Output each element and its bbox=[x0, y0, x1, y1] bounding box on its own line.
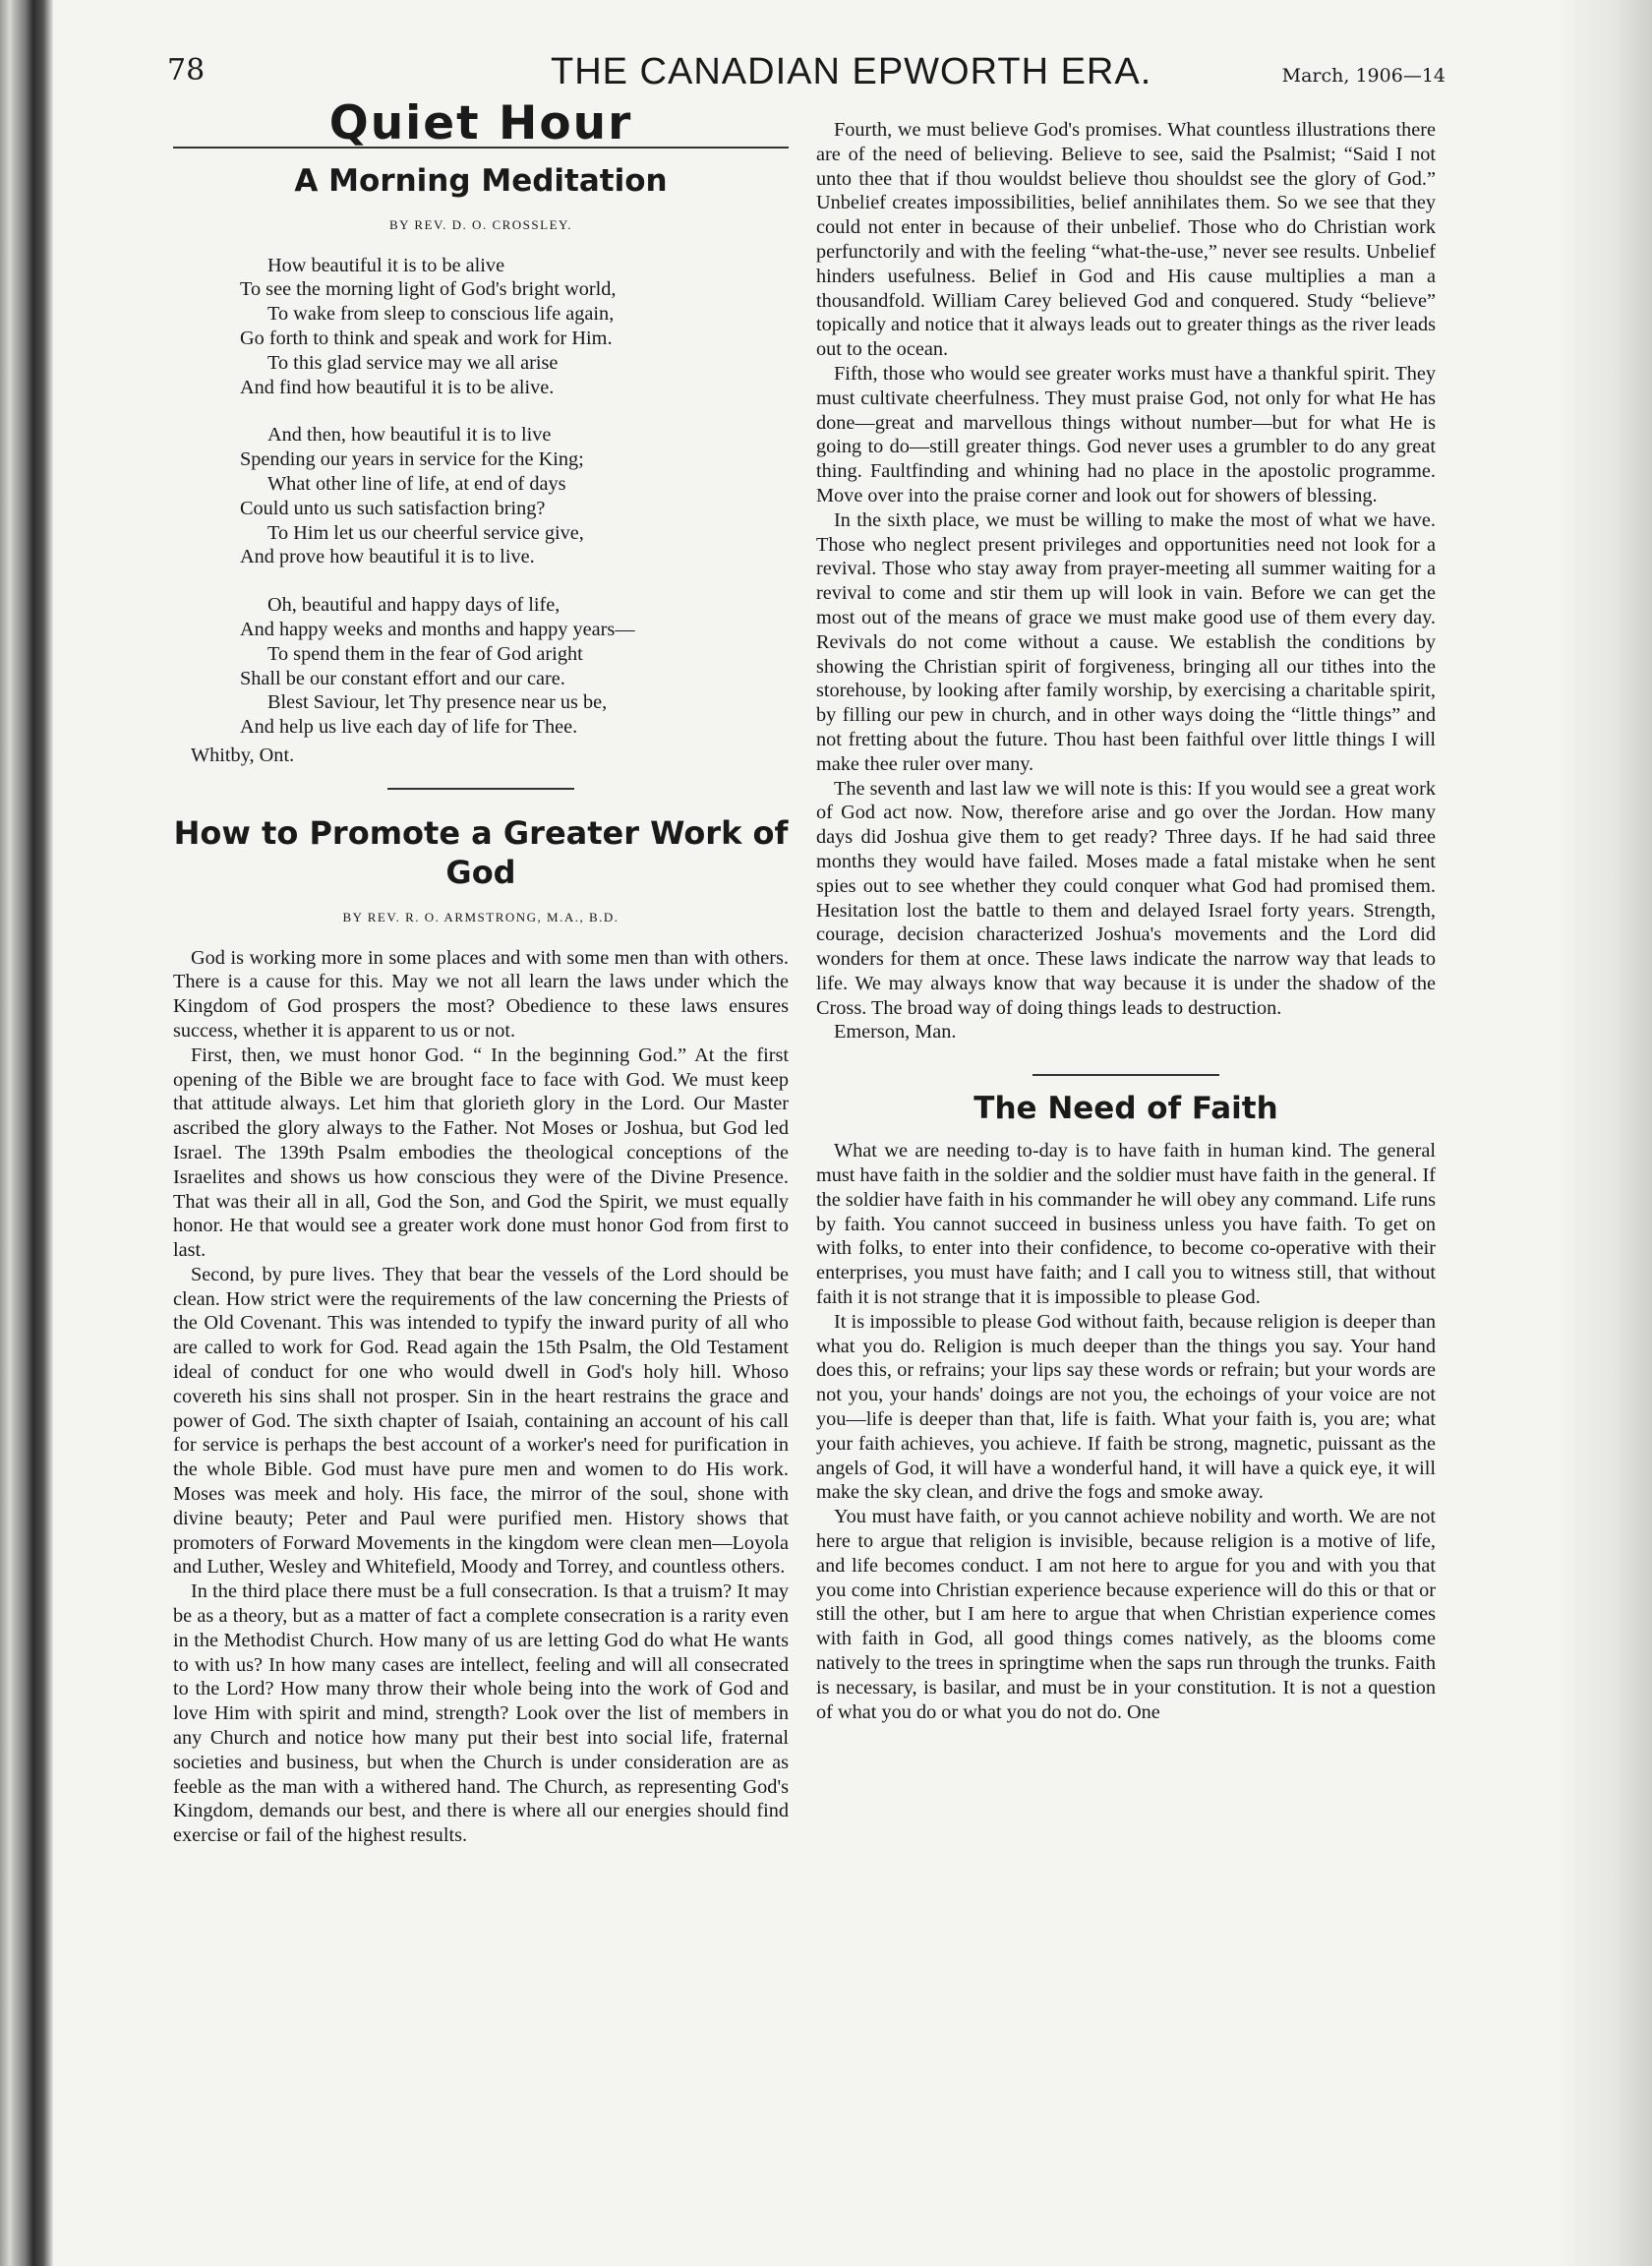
poem-line: Could unto us such satisfaction bring? bbox=[240, 497, 546, 519]
divider-rule bbox=[387, 788, 574, 790]
issue-date: March, 1906—14 bbox=[1281, 65, 1446, 87]
poem-line: Go forth to think and speak and work for Him. bbox=[240, 327, 613, 349]
running-title: THE CANADIAN EPWORTH ERA. bbox=[551, 51, 1152, 92]
poem-line: And find how beautiful it is to be alive. bbox=[240, 376, 555, 398]
article-paragraph: In the sixth place, we must be willing to make the most of what we have. Those who neglect present privileges and opportunities need not look for a revival. Those who stay away from prayer-meeting all summer waiting for a revival to come and stir them up will look in vain. Before we can get the most out of the means of grace we must make good use of them every day. Revivals do not come without a cause. We establish the conditions by showing the Christian spirit of forgiveness, bringing all our tithes into the storehouse, by looking after family worship, by exercising a charitable spirit, by filling our pew in church, and in other ways doing the “little things” and not fretting about the future. Thou hast been faithful over little things I will make thee ruler over many. bbox=[816, 508, 1436, 775]
faith-paragraph: You must have faith, or you cannot achieve nobility and worth. We are not here to argue that religion is invisible, because religion is a motive of life, and life becomes conduct. I am not here to argue for you and with you that you come into Christian experience because experience will do this or that or still the other, but I am here to argue that when Christian experience comes with faith in God, all good things comes natively, as the blooms come natively to the trees in springtime when the saps run through the trunks. Faith is necessary, is basilar, and must be in your constitution. It is not a question of what you do or what you do not do. One bbox=[816, 1506, 1436, 1723]
poem-stanza bbox=[240, 254, 789, 400]
poem-line: To see the morning light of God's bright world, bbox=[240, 278, 617, 301]
section-title: Quiet Hour bbox=[173, 106, 789, 149]
article-paragraph: God is working more in some places and with some men than with others. There is a cause for this. May we not all learn the laws under which the Kingdom of God prospers the most? Obedience to these laws ensures success, whether it is apparent to us or not. bbox=[173, 946, 789, 1042]
poem-line: And help us live each day of life for Thee. bbox=[240, 716, 578, 739]
article-byline: BY REV. R. O. ARMSTRONG, M.A., B.D. bbox=[342, 909, 620, 924]
article-place: Emerson, Man. bbox=[834, 1021, 957, 1044]
poem-line: To spend them in the fear of God aright bbox=[267, 642, 583, 665]
poem-line: To wake from sleep to conscious life again, bbox=[267, 303, 615, 326]
poem-title: A Morning Meditation bbox=[294, 162, 668, 199]
poem-stanza bbox=[240, 593, 789, 740]
book-binding bbox=[0, 0, 53, 2266]
poem-line: Spending our years in service for the King; bbox=[240, 448, 584, 471]
page-number: 78 bbox=[167, 53, 206, 88]
poem-line: And then, how beautiful it is to live bbox=[267, 424, 552, 447]
article-title: How to Promote a Greater Work of God bbox=[173, 813, 789, 891]
article-paragraph: Fourth, we must believe God's promises. What countless illustrations there are of the need of believing. Believe to see, said the Psalmist; “Said I not unto thee that if thou wouldst believe thou shouldst see the glory of God.” Unbelief creates impossibilities, belief annihilates them. So we see that they could not enter in because of their unbelief. Those who do Christian work perfunctorily and with the feeling “what-the-use,” never see results. Unbelief hinders usefulness. Belief in God and His cause multiplies a man a thousandfold. William Carey believed God and conquered. Study “believe” topically and notice that it always leads out to greater things as the river leads out to the ocean. bbox=[816, 119, 1436, 361]
faith-paragraph: What we are needing to-day is to have faith in human kind. The general must have faith in the soldier and the soldier must have faith in the general. If the soldier have faith in his commander he will obey any command. Life runs by faith. You cannot succeed in business unless you have faith. To get on with folks, to enter into their confidence, to become co-operative with their enterprises, you must have faith; and I call you to witness still, that without faith it is not strange that it is impossible to please God. bbox=[816, 1140, 1436, 1309]
poem-line: Shall be our constant effort and our care. bbox=[240, 667, 565, 689]
article-paragraph: Fifth, those who would see greater works must have a thankful spirit. They must cultivate cheerfulness. They must praise God, not only for what He has done—great and marvellous things without number—but for what He is going to do—still greater things. God never uses a grumbler to do any great thing. Faultfinding and whining had no place in the apostolic programme. Move over into the praise corner and look out for showers of blessing. bbox=[816, 362, 1436, 507]
left-column bbox=[173, 96, 789, 1848]
poem-line: Blest Saviour, let Thy presence near us be, bbox=[267, 691, 608, 714]
poem-place: Whitby, Ont. bbox=[191, 744, 295, 766]
article-paragraph: First, then, we must honor God. “ In the beginning God.” At the first opening of the Bible we are brought face to face with God. We must keep that attitude always. Let him that glorieth glory in the Lord. Our Master ascribed the glory always to the Father. Not Moses or Joshua, but God led Israel. The 139th Psalm embodies the theological conceptions of the Israelites and shows us how conscious they were of the Divine Presence. That was their all in all, God the Son, and God the Spirit, we must equally honor. He that would see a greater work done must honor God from first to last. bbox=[173, 1044, 789, 1262]
poem bbox=[240, 254, 789, 740]
article-paragraph: Second, by pure lives. They that bear the vessels of the Lord should be clean. How strict were the requirements of the law concerning the Priests of the Old Covenant. This was intended to typify the inward purity of all who are called to work for God. Read again the 15th Psalm, the Old Testament ideal of conduct for one who would dwell in God's holy hill. Whoso covereth his sins shall not prosper. Sin in the heart restrains the grace and power of God. The sixth chapter of Isaiah, containing an account of his call for service is perhaps the best account of a worker's need for purification in the whole Bible. God must have pure men and women to do His work. Moses was meek and holy. His face, the mirror of the soul, shone with divine beauty; Peter and Paul were purified men. History shows that promoters of Forward Movements in the kingdom were clean men—Loyola and Luther, Wesley and Whitefield, Moody and Torrey, and countless others. bbox=[173, 1263, 789, 1579]
poem-byline: BY REV. D. O. CROSSLEY. bbox=[389, 216, 572, 232]
poem-line: What other line of life, at end of days bbox=[267, 472, 566, 495]
poem-stanza bbox=[240, 423, 789, 569]
divider-rule bbox=[1032, 1074, 1219, 1076]
poem-line: To this glad service may we all arise bbox=[267, 351, 559, 374]
article-paragraph: In the third place there must be a full consecration. Is that a truism? It may be as a theory, but as a matter of fact a complete consecration is a rarity even in the Methodist Church. How many of us are letting God do what He wants to with us? In how many cases are intellect, feeling and will all consecrated to the Lord? How many throw their whole being into the work of God and love Him with spirit and mind, strength? Look over the list of members in any Church and notice how many put their best into social life, fraternal societies and business, but when the Church is under consideration are as feeble as the man with a withered hand. The Church, as representing God's Kingdom, demands our best, and there is where all our energies should find exercise or fail of the highest results. bbox=[173, 1580, 789, 1847]
faith-paragraph: It is impossible to please God without faith, because religion is deeper than what you do. Religion is much deeper than the things you say. Your hand does this, or refrains; your lips say these words or refrain; but your words are not you, your hands' doings are not you, the echoings of your voice are not you—life is deeper than that, life is faith. What your faith is, you are; what your faith achieves, you achieve. If faith be strong, magnetic, puissant as the angels of God, it will have a wonderful hand, it will have a quick eye, it will make the sky clean, and drive the fogs and smoke away. bbox=[816, 1310, 1436, 1504]
page-edge-shadow bbox=[1554, 0, 1652, 2266]
poem-line: To Him let us our cheerful service give, bbox=[267, 521, 584, 544]
poem-line: And prove how beautiful it is to live. bbox=[240, 546, 535, 568]
poem-line: And happy weeks and months and happy years— bbox=[240, 618, 635, 640]
article-paragraph: The seventh and last law we will note is this: If you would see a great work of God act now. Now, therefore arise and go over the Jordan. How many days did Joshua give them to get ready? Three days. If he had said three months they would have failed. Moses made a fatal mistake when he sent spies out to see whether they could conquer what God had promised them. Hesitation lost the battle to them and delayed Israel forty years. Strength, courage, decision characterized Joshua's movements and the Lord did wonders for them at once. These laws indicate the narrow way that leads to life. We may always know that way because it is under the shadow of the Cross. The broad way of doing things leads to destruction. bbox=[816, 777, 1436, 1019]
right-column bbox=[816, 118, 1436, 1724]
faith-title: The Need of Faith bbox=[974, 1091, 1278, 1127]
poem-line: Oh, beautiful and happy days of life, bbox=[267, 594, 560, 617]
poem-line: How beautiful it is to be alive bbox=[267, 254, 505, 276]
